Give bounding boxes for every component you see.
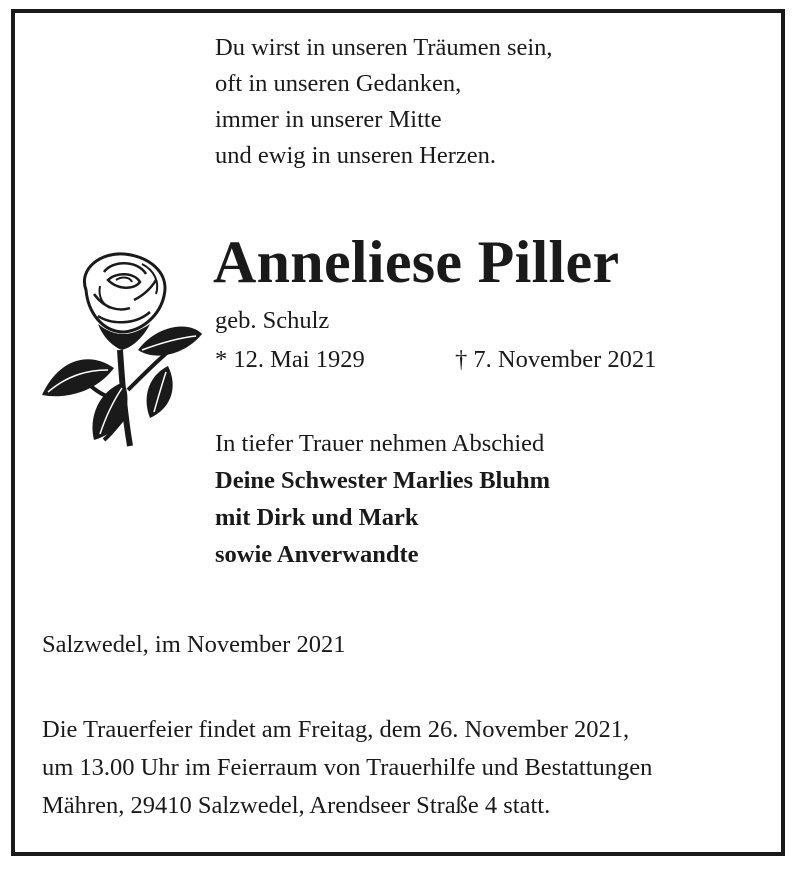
poem-line: immer in unserer Mitte — [215, 106, 442, 133]
funeral-service-info — [42, 711, 652, 825]
deceased-name: Anneliese Piller — [213, 229, 620, 295]
service-line: um 13.00 Uhr im Feierraum von Trauerhilfe und Bestattungen — [42, 754, 653, 781]
mourners-intro: In tiefer Trauer nehmen Abschied — [215, 430, 545, 457]
mourner-line: sowie Anverwandte — [215, 541, 419, 568]
poem-line: oft in unseren Gedanken, — [215, 70, 462, 97]
service-line: Mähren, 29410 Salzwedel, Arendseer Straße 4 statt. — [42, 792, 551, 819]
poem-line: Du wirst in unseren Träumen sein, — [215, 34, 553, 61]
place-date: Salzwedel, im November 2021 — [42, 631, 346, 658]
poem-line: und ewig in unseren Herzen. — [215, 142, 496, 169]
birth-date: * 12. Mai 1929 — [215, 346, 365, 373]
mourners-block — [215, 425, 550, 573]
maiden-name: geb. Schulz — [215, 307, 330, 334]
rose-icon — [38, 250, 206, 450]
mourner-line: Deine Schwester Marlies Bluhm — [215, 467, 551, 494]
service-line: Die Trauerfeier findet am Freitag, dem 26. November 2021, — [42, 716, 630, 743]
death-date: † 7. November 2021 — [455, 346, 657, 373]
mourner-line: mit Dirk und Mark — [215, 504, 419, 531]
memorial-poem — [215, 30, 553, 174]
